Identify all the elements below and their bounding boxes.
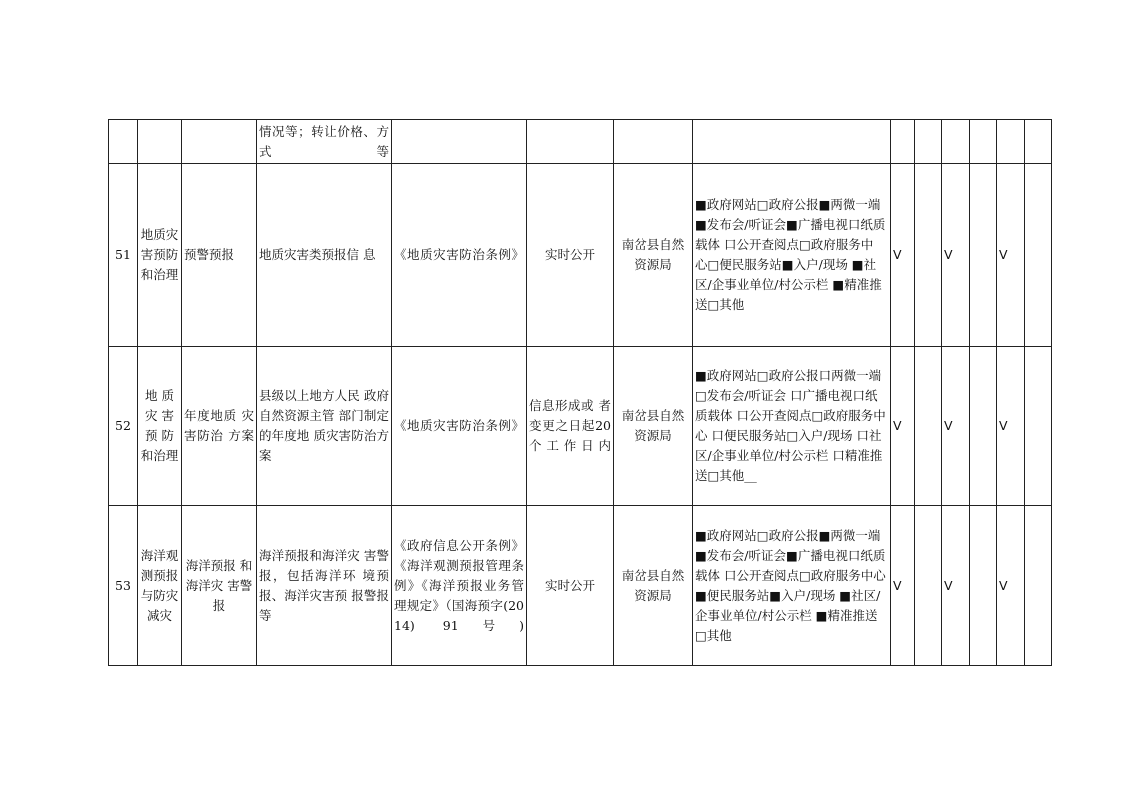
subject-cell: 南岔县自然资源局 [614, 347, 693, 506]
empty-cell [915, 164, 942, 347]
channels-cell [693, 120, 891, 164]
check-cell [891, 120, 915, 164]
item-cell: 年度地质 灾害防治 方案 [182, 347, 257, 506]
row-number: 51 [109, 164, 138, 347]
subject-cell: 南岔县自然资源局 [614, 164, 693, 347]
basis-cell: 《政府信息公开条例》《海洋观测预报管理条例》《海洋预报业务管理规定》（国海预字(2014) 91号) [392, 506, 527, 666]
row-number [109, 120, 138, 164]
category-cell: 海洋观测预报与防灾减灾 [138, 506, 182, 666]
empty-cell [970, 347, 997, 506]
row-number: 53 [109, 506, 138, 666]
content-cell: 情况等；转让价格、方式等 [257, 120, 392, 164]
check-cell: V [891, 347, 915, 506]
empty-cell [970, 120, 997, 164]
category-cell [138, 120, 182, 164]
content-cell: 县级以上地方人民 政府自然资源主管 部门制定的年度地 质灾害防治方案 [257, 347, 392, 506]
check-cell: V [942, 347, 970, 506]
time-limit-cell: 信息形成或 者变更之日起20个工作日内 [527, 347, 614, 506]
empty-cell [915, 506, 942, 666]
subject-cell: 南岔县自然资源局 [614, 506, 693, 666]
channels-cell: ■政府网站□政府公报■两微一端■发布会/听证会■广播电视口纸质载体 口公开查阅点□政府服务中心 ■便民服务站■入户/现场 ■社区/企事业单位/村公示栏 ■精准推送□其他 [693, 506, 891, 666]
empty-cell [1025, 164, 1052, 347]
empty-cell [915, 120, 942, 164]
empty-cell [970, 164, 997, 347]
category-cell: 地质灾害预防和治理 [138, 164, 182, 347]
empty-cell [1025, 506, 1052, 666]
empty-cell [970, 506, 997, 666]
check-cell: V [891, 164, 915, 347]
category-cell: 地 质灾 害预 防和治理 [138, 347, 182, 506]
item-cell: 预警预报 [182, 164, 257, 347]
table-row [109, 506, 1052, 666]
subject-cell [614, 120, 693, 164]
content-cell: 地质灾害类预报信 息 [257, 164, 392, 347]
time-limit-cell: 实时公开 [527, 164, 614, 347]
check-cell: V [997, 347, 1025, 506]
table-row [109, 120, 1052, 164]
item-cell [182, 120, 257, 164]
basis-cell [392, 120, 527, 164]
content-cell: 海洋预报和海洋灾 害警报，包括海洋环 境预报、海洋灾害预 报警报等 [257, 506, 392, 666]
disclosure-table [108, 119, 1052, 666]
table-row [109, 347, 1052, 506]
channels-cell: ■政府网站□政府公报口两微一端□发布会/听证会 口广播电视口纸质载体 口公开查阅点□政府服务中心 口便民服务站□入户/现场 口社区/企事业单位/村公示栏 口精准推送□其他__ [693, 347, 891, 506]
check-cell: V [942, 164, 970, 347]
empty-cell [1025, 120, 1052, 164]
empty-cell [1025, 347, 1052, 506]
check-cell: V [891, 506, 915, 666]
table-row [109, 164, 1052, 347]
check-cell: V [997, 164, 1025, 347]
item-cell: 海洋预报 和海洋灾 害警报 [182, 506, 257, 666]
basis-cell: 《地质灾害防治条例》 [392, 164, 527, 347]
channels-cell: ■政府网站□政府公报■两微一端■发布会/听证会■广播电视口纸质载体 口公开查阅点□政府服务中 心□便民服务站■入户/现场 ■社区/企事业单位/村公示栏 ■精准推送□其他 [693, 164, 891, 347]
check-cell [997, 120, 1025, 164]
empty-cell [915, 347, 942, 506]
row-number: 52 [109, 347, 138, 506]
time-limit-cell: 实时公开 [527, 506, 614, 666]
basis-cell: 《地质灾害防治条例》 [392, 347, 527, 506]
time-limit-cell [527, 120, 614, 164]
check-cell [942, 120, 970, 164]
check-cell: V [997, 506, 1025, 666]
check-cell: V [942, 506, 970, 666]
